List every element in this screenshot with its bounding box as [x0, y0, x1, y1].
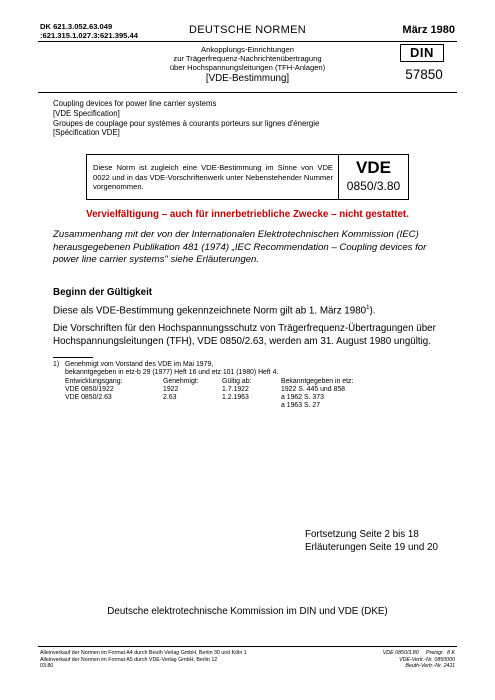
table-header-row — [65, 378, 391, 386]
vde-code — [339, 158, 408, 194]
table-cell: VDE 0850/2.63 — [65, 394, 112, 402]
table-header: Gültig ab: — [222, 377, 252, 385]
footer-right-3: Beuth-Vertr.-Nr. 2411 — [405, 663, 455, 669]
table-row — [65, 394, 391, 402]
table-header: Genehmigt: — [163, 377, 199, 385]
validity-text-1-end: ). — [369, 305, 376, 317]
vde-notice-box — [86, 154, 409, 200]
table-cell: a 1962 S. 373 — [281, 394, 324, 402]
continuation-note — [305, 529, 438, 554]
table-cell: 2.63 — [163, 394, 177, 402]
title-line-1: Ankopplungs-Einrichtungen — [201, 45, 294, 54]
continuation-line-1: Fortsetzung Seite 2 bis 18 — [305, 529, 419, 540]
header-rule-bottom — [38, 92, 457, 93]
vde-label: VDE — [356, 158, 391, 177]
footer-right — [383, 650, 455, 670]
footnote-marker: 1) — [53, 361, 60, 368]
table-cell: 1.2.1963 — [222, 394, 249, 402]
title-translations — [53, 99, 319, 138]
iec-relation-note: Zusammenhang mit der von der Internationalen Elektrotechnischen Kommission (IEC) herausgegebenen Publikation 481 (1974) „IEC Recommendation – Coupling devices for power line carrier systems" siehe Erläuterungen. — [53, 229, 427, 265]
dk-line-1: DK 621.3.052.63.049 — [40, 22, 113, 31]
footnote — [53, 361, 453, 411]
table-row — [65, 402, 391, 410]
title-line-2: zur Trägerfrequenz-Nachrichtenübertragung — [173, 54, 322, 63]
footer-left-2: Alleinverkauf der Normen im Format A5 durch VDE-Verlag GmbH, Berlin 12 — [40, 656, 218, 663]
table-cell: VDE 0850/1922 — [65, 385, 114, 393]
footnote-table — [65, 378, 391, 411]
validity-text-1: Diese als VDE-Bestimmung gekennzeichnete Norm gilt ab 1. März 1980 — [53, 305, 367, 317]
table-row — [65, 386, 391, 394]
validity-heading: Beginn der Gültigkeit — [53, 287, 153, 298]
table-header: Entwicklungsgang: — [65, 377, 123, 385]
table-cell: 1.7.1922 — [222, 385, 249, 393]
vde-notice-text: Diese Norm ist zugleich eine VDE-Bestimmung im Sinne von VDE 0022 und in das VDE-Vorschriftenwerk unter Nebenstehender Nummer vorgenommen. — [93, 163, 333, 191]
footnote-ref: 1 — [366, 305, 370, 311]
table-cell — [163, 402, 222, 410]
title-fr-1: Groupes de couplage pour systèmes à courants porteurs sur lignes d'énergie — [53, 118, 320, 128]
footer-right-1: VDE 0850/3.80 Preisgr. 8 K — [382, 650, 455, 656]
continuation-line-2: Erläuterungen Seite 19 und 20 — [305, 541, 438, 553]
footer-right-2: VDE-Vertr.-Nr. 0850000 — [399, 656, 455, 663]
validity-paragraph-2: Die Vorschriften für den Hochspannungsschutz von Trägerfrequenz-Übertragungen über Hochspannungsleitungen (TFH), VDE 0850/2.63, werden am 31. August 1980 ungültig. — [53, 323, 436, 347]
vde-number: 0850/3.80 — [346, 179, 401, 193]
header-rule-top — [38, 41, 457, 42]
din-number: 57850 — [405, 67, 443, 82]
title-en-2: [VDE Specification] — [53, 108, 120, 118]
footer-left-1: Alleinverkauf der Normen im Format A4 durch Beuth Verlag GmbH, Berlin 30 und Köln 1 — [40, 650, 247, 656]
title-line-3: über Hochspannungsleitungen (TFH-Anlagen) — [169, 63, 326, 72]
dk-line-2: :621.315.1.027.3:621.395.44 — [40, 31, 138, 40]
table-cell — [222, 402, 281, 410]
footnote-line-2: bekanntgegeben in etz-b 29 (1977) Heft 16 und etz 101 (1980) Heft 4. — [65, 369, 279, 377]
issue-date: März 1980 — [402, 24, 455, 36]
copy-warning: Vervielfältigung – auch für innerbetriebliche Zwecke – nicht gestattet. — [86, 209, 409, 220]
validity-paragraph-1 — [53, 305, 375, 316]
title-fr-2: [Spécification VDE] — [53, 128, 120, 138]
title-line-4: [VDE-Bestimmung] — [205, 73, 290, 84]
table-cell: 1922 S. 445 und 858 — [281, 385, 345, 393]
title-en-1: Coupling devices for power line carrier systems — [53, 99, 217, 108]
table-header: Bekanntgegeben in etz: — [281, 377, 354, 385]
footnote-rule — [53, 357, 93, 358]
table-cell: 1922 — [163, 385, 179, 393]
footer-left — [40, 650, 247, 670]
series-title: DEUTSCHE NORMEN — [189, 24, 306, 36]
din-logo: DIN — [400, 44, 444, 62]
table-cell: a 1963 S. 27 — [281, 402, 321, 410]
table-cell — [65, 402, 163, 410]
footer-rule — [38, 646, 457, 647]
committee-name: Deutsche elektrotechnische Kommission im DIN und VDE (DKE) — [107, 606, 388, 617]
footer-left-3: 03.80 — [40, 663, 54, 669]
footnote-line-1: Genehmigt vom Vorstand des VDE im Mai 1979, — [65, 361, 214, 368]
